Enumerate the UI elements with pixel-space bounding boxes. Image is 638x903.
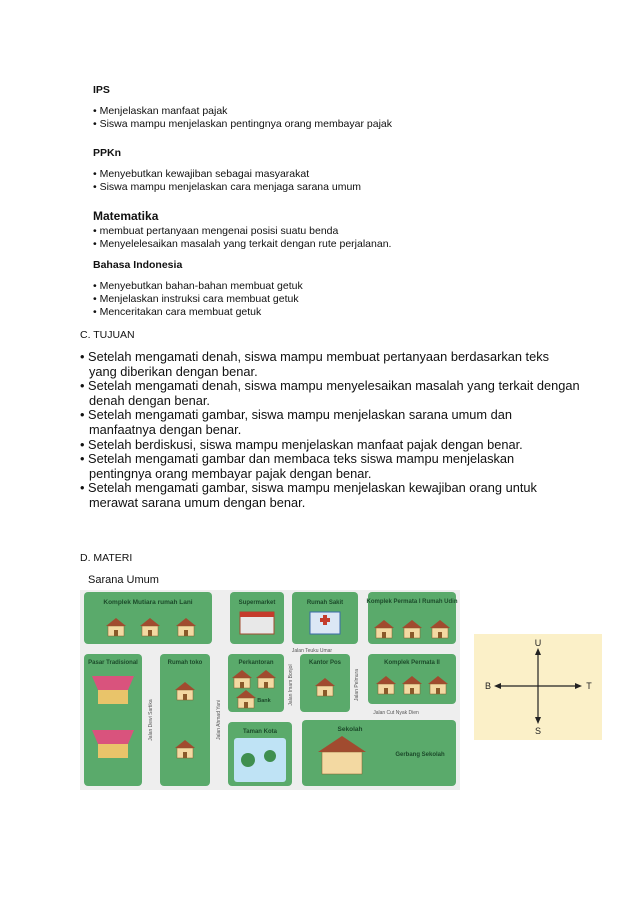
block-mutiara: [84, 592, 212, 644]
block-sekolah: [302, 720, 456, 786]
road-imam-bonjol: Jalan Imam Bonjol: [288, 664, 294, 706]
list-item: • Setelah mengamati denah, siswa mampu membuat pertanyaan berdasarkan teks yang diberikan dengan benar.: [80, 350, 580, 379]
ips-section: [93, 84, 392, 131]
ips-list: [93, 105, 392, 131]
compass-north: U: [534, 638, 542, 648]
materi-heading: D. MATERI: [80, 552, 133, 564]
label-rumah-sakit: Rumah Sakit: [306, 600, 344, 606]
label-taman: Taman Kota: [243, 729, 277, 735]
road-ahmad-yani: Jalan Ahmad Yani: [216, 700, 222, 740]
label-permata2: Komplek Permata II: [384, 660, 440, 666]
matematika-list: [93, 225, 391, 251]
block-perkantoran: [228, 654, 284, 712]
block-rumah-sakit: [292, 592, 358, 644]
list-item: • Setelah mengamati gambar, siswa mampu menjelaskan sarana umum dan manfaatnya dengan benar.: [80, 408, 580, 437]
bahasa-title: Bahasa Indonesia: [93, 259, 183, 271]
bahasa-list: [93, 280, 303, 319]
compass-east: T: [586, 681, 592, 691]
ppkn-section: [93, 147, 361, 194]
compass-south: S: [534, 726, 542, 736]
list-item: • Setelah mengamati gambar, siswa mampu menjelaskan kewajiban orang untuk merawat sarana umum dengan benar.: [80, 481, 580, 510]
ips-title: IPS: [93, 84, 110, 96]
road-teuku-umar: Jalan Teuku Umar: [291, 648, 333, 654]
block-taman: [228, 722, 292, 786]
label-rumah-toko: Rumah toko: [167, 660, 203, 666]
label-mutiara: Komplek Mutiara rumah Lani: [103, 599, 193, 606]
matematika-section: [93, 209, 391, 251]
city-map: [80, 590, 460, 790]
block-pasar: [84, 654, 142, 786]
list-item: • Menceritakan cara membuat getuk: [93, 306, 303, 319]
label-pasar: Pasar Tradisional: [88, 660, 138, 666]
block-supermarket: [230, 592, 284, 644]
road-cut-nyak-dien: Jalan Cut Nyak Dien: [373, 710, 419, 716]
ppkn-list: [93, 168, 361, 194]
list-item: • membuat pertanyaan mengenai posisi suatu benda: [93, 225, 391, 238]
bahasa-section: [93, 259, 303, 319]
tujuan-list: [80, 350, 580, 511]
list-item: • Setelah mengamati gambar dan membaca teks siswa mampu menjelaskan pentingnya orang membayar pajak dengan benar.: [80, 452, 580, 481]
ppkn-title: PPKn: [93, 147, 122, 159]
list-item: • Siswa mampu menjelaskan cara menjaga sarana umum: [93, 181, 361, 194]
materi-subheading: Sarana Umum: [88, 574, 159, 586]
list-item: • Menjelaskan instruksi cara membuat getuk: [93, 293, 303, 306]
compass-west: B: [484, 681, 492, 691]
block-permata1: [366, 592, 457, 644]
block-kantor-pos: [300, 654, 350, 712]
label-perkantoran: Perkantoran: [238, 660, 274, 666]
list-item: • Setelah mengamati denah, siswa mampu menyelesaikan masalah yang terkait dengan denah dengan benar.: [80, 379, 580, 408]
tujuan-heading: C. TUJUAN: [80, 329, 135, 341]
list-item: • Menyebutkan bahan-bahan membuat getuk: [93, 280, 303, 293]
road-dewi-sartika: Jalan Dewi Sartika: [148, 699, 154, 741]
block-rumah-toko: [160, 654, 210, 786]
road-pelmura: Jalan Pelmura: [354, 669, 360, 701]
label-sekolah: Sekolah: [337, 726, 363, 733]
label-permata1: Komplek Permata I Rumah Udin: [366, 599, 458, 605]
label-bank: Bank: [257, 698, 271, 704]
list-item: • Menyebutkan kewajiban sebagai masyarakat: [93, 168, 361, 181]
list-item: • Setelah berdiskusi, siswa mampu menjelaskan manfaat pajak dengan benar.: [80, 438, 580, 453]
compass: [474, 634, 602, 740]
block-permata2: [368, 654, 456, 704]
list-item: • Siswa mampu menjelaskan pentingnya orang membayar pajak: [93, 118, 392, 131]
label-gerbang: Gerbang Sekolah: [395, 752, 445, 758]
label-supermarket: Supermarket: [238, 600, 276, 606]
matematika-title: Matematika: [93, 209, 159, 223]
list-item: • Menyelelesaikan masalah yang terkait dengan rute perjalanan.: [93, 238, 391, 251]
label-kantor-pos: Kantor Pos: [308, 660, 342, 666]
list-item: • Menjelaskan manfaat pajak: [93, 105, 392, 118]
